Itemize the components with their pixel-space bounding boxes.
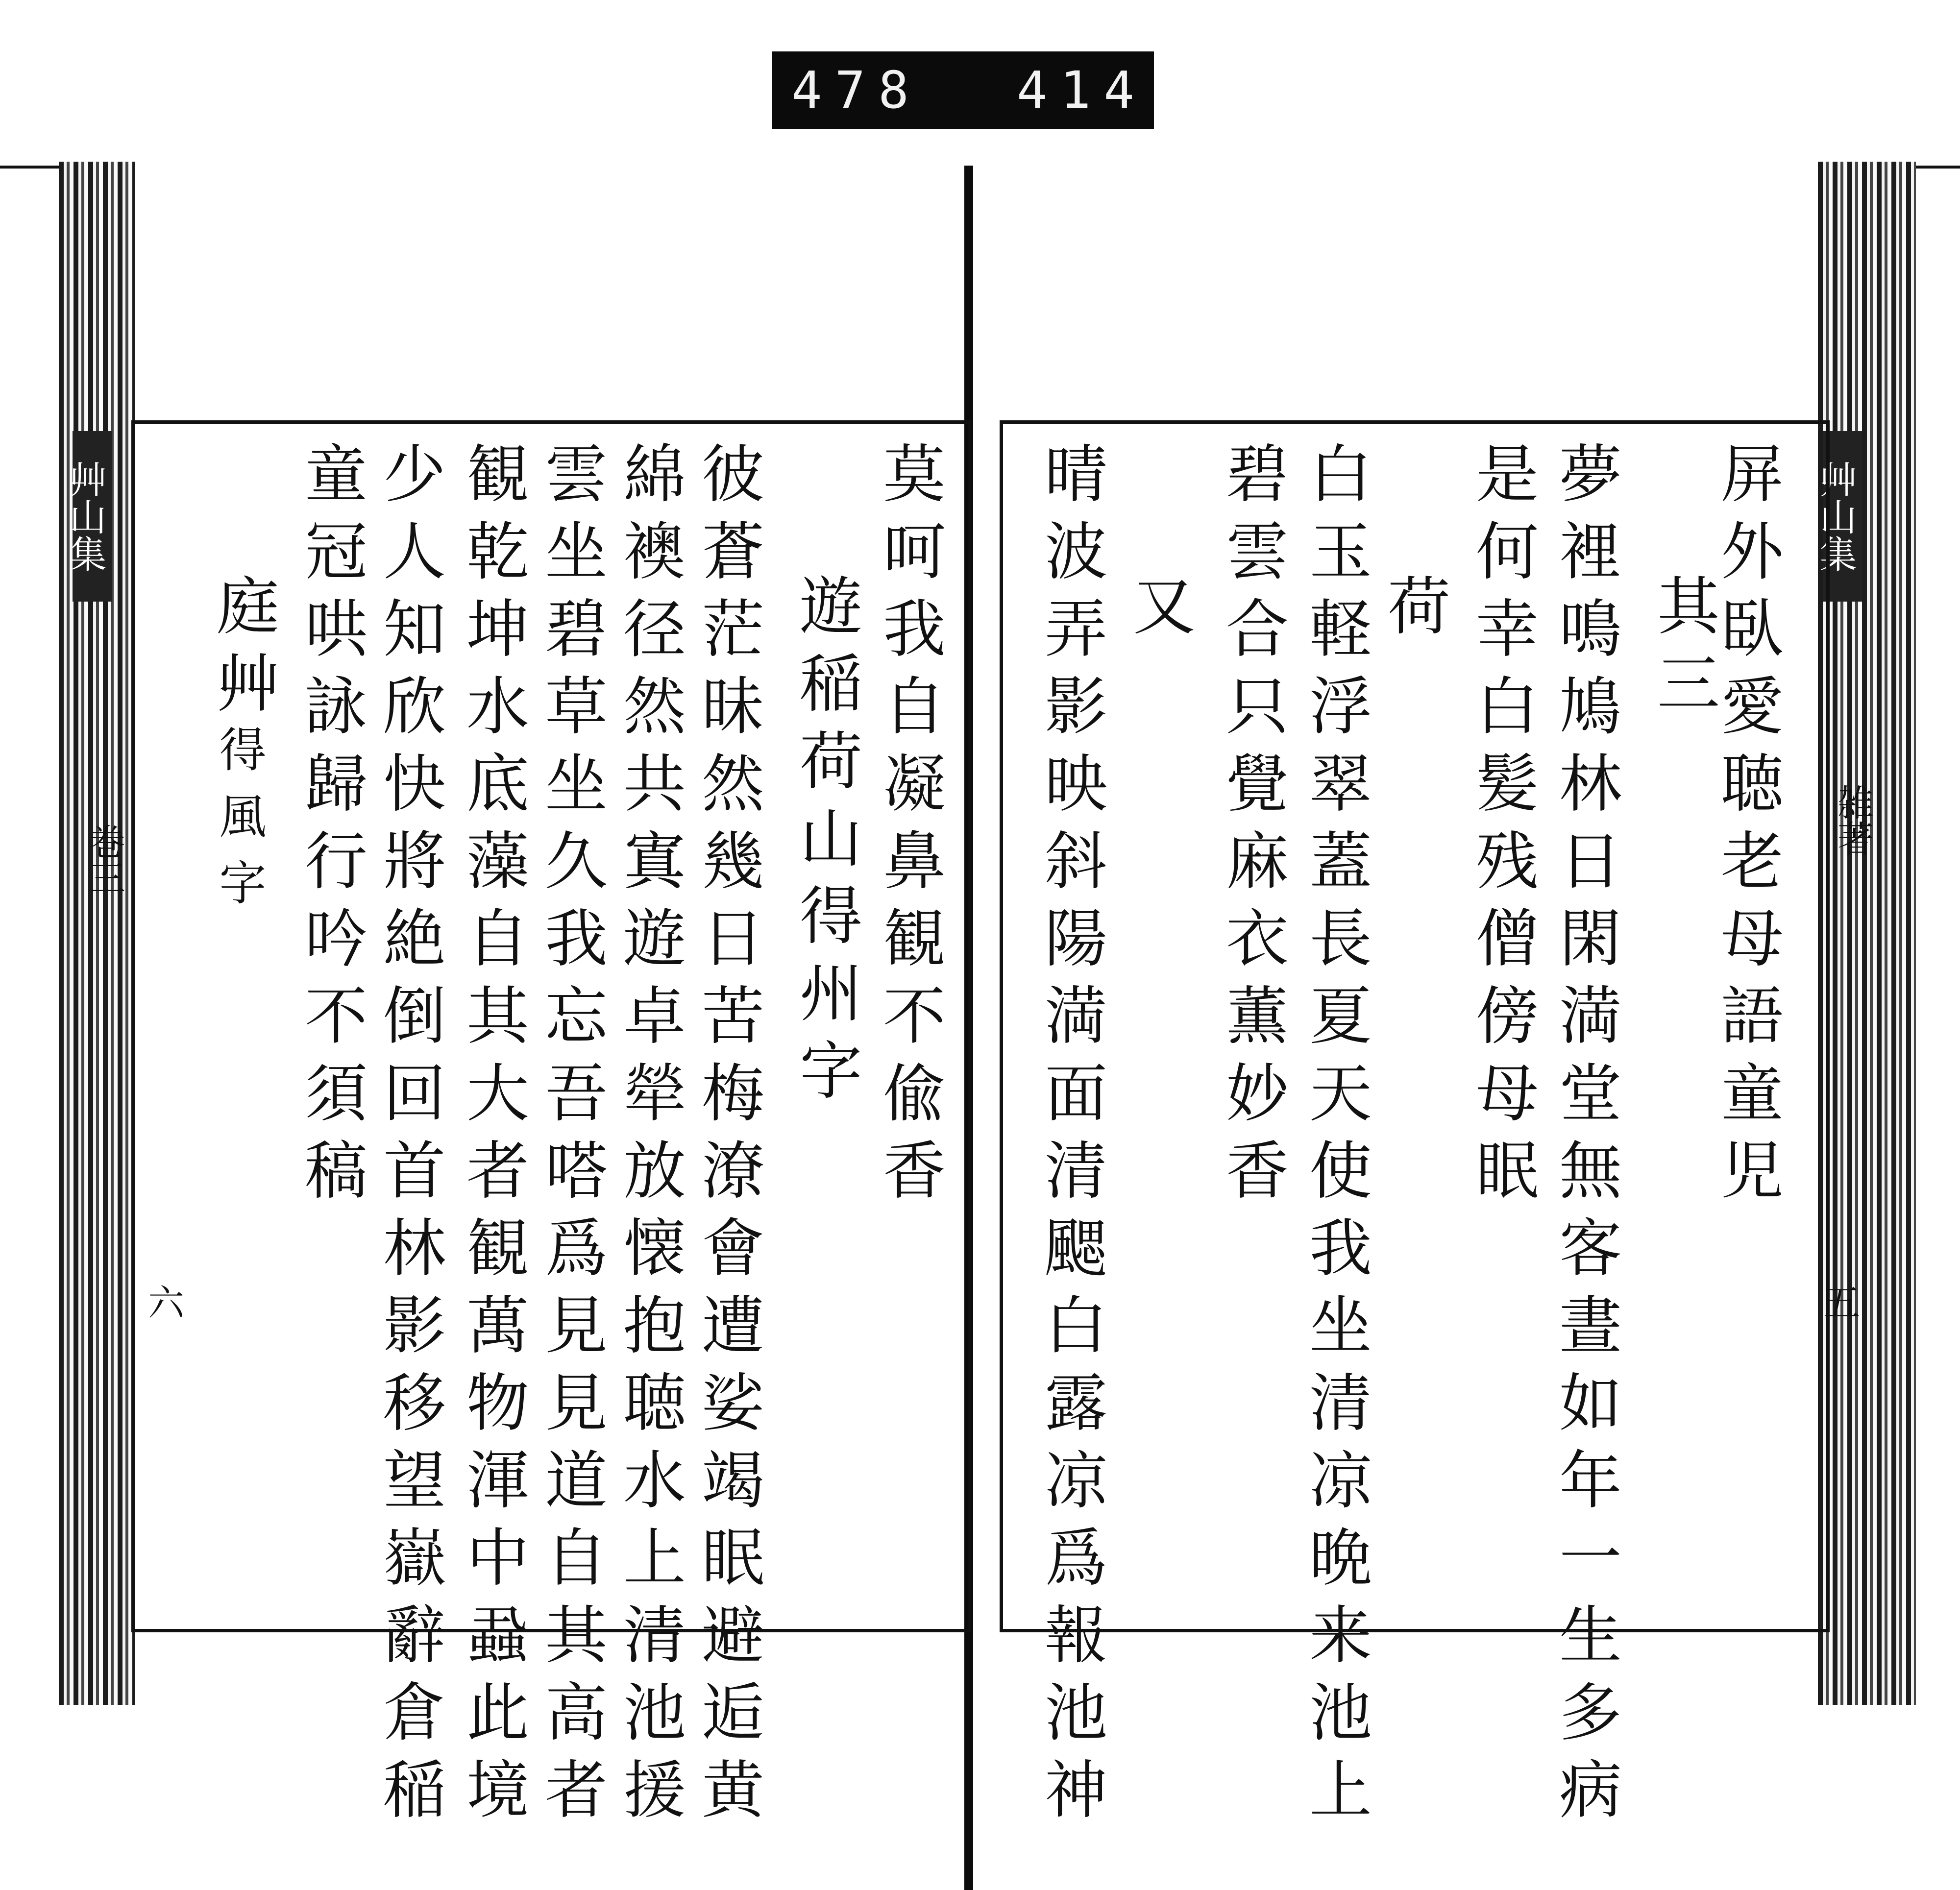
right-folio-number: 五 <box>1818 1284 1860 1320</box>
right-column-2: 其三 <box>1646 573 1719 728</box>
left-column-10: 得風字 <box>212 725 267 925</box>
catalogue-number-b: 414 <box>1017 60 1147 120</box>
right-column-9: 晴波弄影映斜陽満面清颸白露凉爲報池神 <box>1034 441 1107 1834</box>
left-column-5: 雲坐碧草坐久我忘吾嗒爲見見道自其高者 <box>534 441 607 1834</box>
left-column-9: 庭艸 <box>206 573 279 728</box>
right-column-8: 又 <box>1122 573 1195 651</box>
left-column-7: 少人知欣快將絶倒回首林影移望嶽辭倉稲 <box>372 441 445 1834</box>
right-column-5: 荷 <box>1377 573 1450 651</box>
left-folio-number: 六 <box>142 1284 184 1320</box>
right-column-4: 是何幸白髪残僧傍母眠 <box>1465 441 1538 1215</box>
left-column-4: 綿襖径然共寘遊卓犖放懐抱聴水上清池援 <box>612 441 686 1834</box>
left-column-6: 観乾坤水底藻自其大者観萬物渾中蝨此境 <box>456 441 529 1834</box>
left-column-2: 遊稲荷山得州字 <box>789 573 862 1115</box>
left-column-3: 彼蒼茫昧然幾日苦梅潦會遭娑竭眠避逅黄 <box>691 441 764 1834</box>
right-column-3: 夢裡鳴鳩林日閑満堂無客晝如年一生多病 <box>1548 441 1621 1834</box>
left-page-fore-edge <box>59 162 135 1705</box>
right-volume-label: 雑著 <box>1832 784 1874 856</box>
right-column-7: 碧雲合只覺麻衣薫妙香 <box>1215 441 1288 1215</box>
left-margin-title: 艸山集 <box>73 431 112 602</box>
left-volume-label: 巻三 <box>83 823 125 896</box>
right-column-6: 白玉軽浮翠蓋長夏天使我坐清凉晩来池上 <box>1298 441 1372 1834</box>
right-margin-title: 艸山集 <box>1823 431 1862 602</box>
catalogue-number-a: 478 <box>791 60 922 120</box>
left-column-1: 莫呵我自凝鼻観不偸香 <box>872 441 945 1215</box>
left-column-8: 童冠哄詠歸行吟不須稿 <box>294 441 367 1215</box>
catalogue-label <box>772 51 1154 129</box>
right-page-fore-edge <box>1818 162 1916 1705</box>
right-column-1: 屏外臥愛聴老母語童児 <box>1710 441 1783 1215</box>
